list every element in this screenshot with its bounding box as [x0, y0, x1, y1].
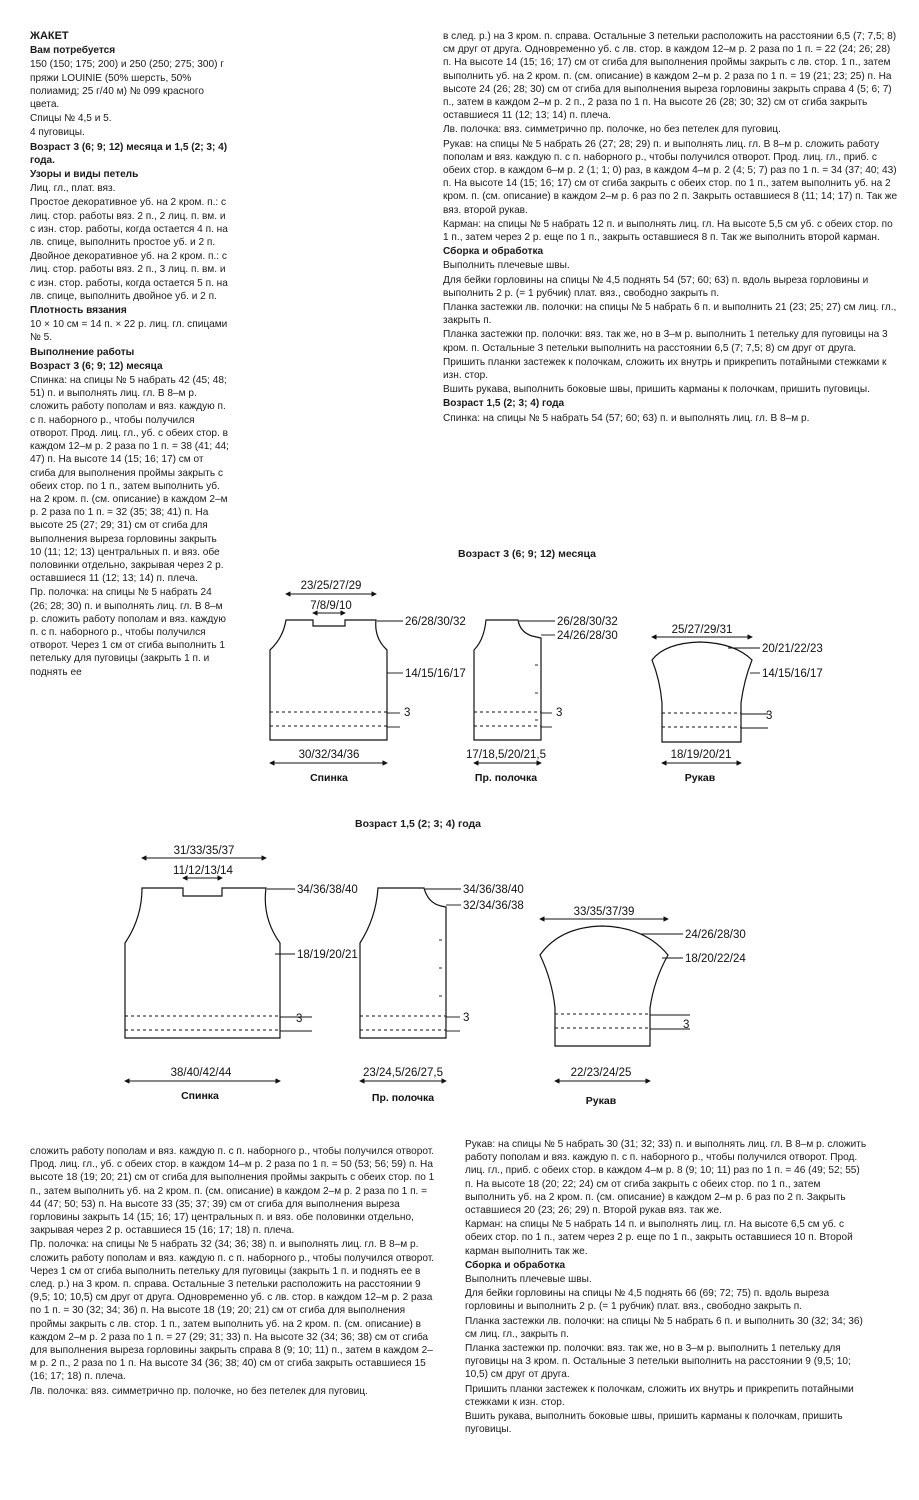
instruction-paragraph: Лв. полочка: вяз. симметрично пр. полочке, но без петелек для пуговиц.	[443, 124, 781, 136]
bottom-right-blocks	[465, 1138, 870, 1436]
small-size-diagram-title: Возраст 3 (6; 9; 12) месяца	[458, 548, 596, 560]
instruction-paragraph: сложить работу пополам и вяз. каждую п. с п. наборного р., чтобы получился отворот. Прод. лиц. гл., уб. с обеих стор. в каждом 14–м р. 2 раза по 1 п. = 50 (53; 56; 59) п. На высоте 18 (19; 20; 21) см от сгиба для выполнения проймы закрыть с обеих стор. по 1 п., затем выполнить уб. на 2 кром. п. (см. описание) в каждом 2–м р. 2 раза по 1 п. = 44 (47; 50; 53) п. На высоте 33 (35; 37; 39) см от сгиба для выполнения выреза горловины закрыть 14 (15; 16; 17) центральных п. и вяз. обе половинки отдельно, закрывая через 2 р. оставшиеся 15 (16; 17; 18) п. плеча.	[30, 1146, 435, 1237]
small-front-caption: Пр. полочка	[474, 772, 538, 784]
instruction-paragraph: 10 × 10 см = 14 п. × 22 р. лиц. гл. спицами № 5.	[30, 319, 228, 344]
large-front-schematic	[360, 884, 524, 1104]
small-front-bottom-width: 17/18,5/20/21,5	[466, 749, 546, 761]
instruction-paragraph: Спинка: на спицы № 5 набрать 54 (57; 60; 63) п. и выполнять лиц. гл. В 8–м р.	[443, 412, 810, 424]
instruction-paragraph: Планка застежки пр. полочки: вяз. так же, но в 3–м р. выполнить 1 петельку для пуговицы на 3 кром. п. Остальные 3 петельки выполнить на расстоянии 9 (9,5; 10; 10,5) см друг от друга.	[465, 1343, 851, 1381]
large-back-top-width: 31/33/35/37	[173, 845, 235, 857]
instruction-paragraph: Рукав: на спицы № 5 набрать 30 (31; 32; 33) п. и выполнять лиц. гл. В 8–м р. сложить работу пополам и вяз. каждую п. с п. наборного р., чтобы получился отворот. Прод. лиц. гл., приб. с обеих стор. в каждом 4–м р. 8 (9; 10; 11) раз по 1 п. = 46 (49; 52; 55) п. На высоте 18 (20; 22; 24) см от сгиба закрыть с обеих стор. по 1 п., затем выполнить уб. на 2 кром. п. (см. описание) в каждом 2–м р. 6 раз по 2 п. Закрыть оставшиеся 20 (23; 26; 29) п. Второй рукав вяз. так же.	[465, 1139, 867, 1217]
instruction-paragraph: Рукав: на спицы № 5 набрать 26 (27; 28; 29) п. и выполнять лиц. гл. В 8–м р. сложить работу пополам и вяз. каждую п. с п. наборного р., чтобы получился отворот. Прод. лиц. гл., приб. с обеих стор. в каждом 6–м р. 2 (1; 1; 0) раз, в каждом 4–м р. 2 (4; 5; 7) раз по 1 п. = 34 (37; 40; 43) п. На высоте 14 (15; 16; 17) см от сгиба закрыть с обеих стор. по 1 п., затем выполнить уб. на 2 кром. п. (см. описание) в каждом 2–м р. 6 раз по 2 п. Закрыть оставшиеся 8 (11; 14; 17) п. Так же вяз. второй рукав.	[443, 138, 898, 216]
instruction-paragraph: в след. р.) на 3 кром. п. справа. Остальные 3 петельки расположить на расстоянии 6,5 (7; 7,5; 8) см друг от друга. Одновременно уб. с лв. стор. в каждом 12–м р. 2 раза по 1 п. = 22 (24; 26; 28) п. На высоте 14 (15; 16; 17) см от сгиба для выполнения проймы закрыть с лв. стор. 1 п., затем выполнить уб. на 2 кром. п. (см. описание) в каждом 2–м р. 2 раза по 1 п. = 19 (21; 23; 25) п. На высоте 24 (26; 28; 30) см от сгиба для выполнения выреза горловины закрыть справа 4 (5; 6; 7) п., затем в каждом 2–м р. 2 п., 2 раза по 1 п. На высоте 26 (28; 30; 32) см от сгиба закрыть оставшиеся 11 (12; 13; 14) п. плеча.	[443, 31, 897, 122]
section-heading: Плотность вязания	[30, 305, 127, 317]
instruction-paragraph: Для бейки горловины на спицы № 4,5 поднять 54 (57; 60; 63) п. вдоль выреза горловины и выполнить 2 р. (= 1 рубчик) плат. вяз., свободно закрыть п.	[443, 274, 869, 299]
large-sleeve-arm-height: 18/20/22/24	[685, 953, 746, 965]
large-back-caption: Спинка	[181, 1090, 219, 1102]
small-back-caption: Спинка	[310, 772, 348, 784]
small-front-schematic	[466, 616, 618, 784]
small-back-hem: 3	[404, 707, 411, 719]
large-front-height: 34/36/38/40	[463, 884, 524, 896]
small-sleeve-bottom-width: 18/19/20/21	[670, 749, 732, 761]
small-back-height: 26/28/30/32	[405, 616, 466, 628]
small-sleeve-hem: 3	[766, 710, 773, 722]
instruction-paragraph: Выполнить плечевые швы.	[443, 260, 570, 272]
instruction-paragraph: Лиц. гл., плат. вяз.	[30, 183, 116, 195]
bottom-left-column	[30, 1145, 435, 1399]
instruction-paragraph: 4 пуговицы.	[30, 127, 85, 139]
large-back-bottom-width: 38/40/42/44	[170, 1067, 232, 1079]
instruction-paragraph: Лв. полочка: вяз. симметрично пр. полочке, но без петелек для пуговиц.	[30, 1385, 368, 1397]
bottom-right-column	[465, 1138, 870, 1437]
instruction-paragraph: Вшить рукава, выполнить боковые швы, пришить карманы к полочкам, пришить пуговицы.	[443, 384, 870, 396]
large-sleeve-hem: 3	[683, 1019, 690, 1031]
small-back-schematic	[270, 580, 466, 784]
large-back-armhole-height: 18/19/20/21	[297, 949, 358, 961]
instruction-paragraph: Выполнить плечевые швы.	[465, 1274, 592, 1286]
instruction-paragraph: Простое декоративное уб. на 2 кром. п.: с лиц. стор. работы вяз. 2 п., 2 лиц. п. вм. и с изн. стор. работы, когда остается 4 п. на лв. спице, выполнить простое уб. и 2 п.	[30, 197, 228, 249]
section-heading: Узоры и виды петель	[30, 169, 139, 181]
large-back-height: 34/36/38/40	[297, 884, 358, 896]
small-back-top-width: 23/25/27/29	[300, 580, 362, 592]
large-front-neck-height: 32/34/36/38	[463, 900, 524, 912]
small-sleeve-arm-height: 14/15/16/17	[762, 668, 823, 680]
small-front-neck-height: 24/26/28/30	[557, 630, 618, 642]
section-heading: Возраст 1,5 (2; 3; 4) года	[443, 398, 565, 410]
large-sleeve-top-width: 33/35/37/39	[573, 906, 635, 918]
large-sleeve-cap-height: 24/26/28/30	[685, 929, 746, 941]
instruction-paragraph: Планка застежки лв. полочки: на спицы № 5 набрать 6 п. и выполнить 30 (32; 34; 36) см лиц. гл., закрыть п.	[465, 1315, 863, 1340]
small-front-hem: 3	[556, 707, 563, 719]
section-heading: Выполнение работы	[30, 346, 135, 358]
instruction-paragraph: Карман: на спицы № 5 набрать 12 п. и выполнять лиц. гл. На высоте 5,5 см уб. с обеих стор. по 1 п., затем через 2 р. еще по 1 п., закрыть оставшиеся 8 п. Так же выполнить второй карман.	[443, 218, 893, 244]
small-front-height: 26/28/30/32	[557, 616, 618, 628]
instruction-paragraph: Пришить планки застежек к полочкам, сложить их внутрь и прикрепить потайными стежками к изн. стор.	[465, 1383, 854, 1408]
large-front-hem: 3	[463, 1012, 470, 1024]
instruction-paragraph: Пр. полочка: на спицы № 5 набрать 24 (26; 28; 30) п. и выполнять лиц. гл. В 8–м р. сложить работу пополам и вяз. каждую п. с п. наборного р., чтобы получился отворот. Через 1 см от сгиба выполнить 1 петельку для пуговицы (закрыть 1 п. и поднять ее	[30, 587, 226, 678]
instruction-paragraph: Планка застежки лв. полочки: на спицы № 5 набрать 6 п. и выполнить 21 (23; 25; 27) см лиц. гл., закрыть п.	[443, 302, 897, 327]
large-back-neck-width: 11/12/13/14	[173, 865, 233, 877]
large-sleeve-schematic	[540, 906, 746, 1107]
instruction-paragraph: 150 (150; 175; 200) и 250 (250; 275; 300) г пряжи LOUINIE (50% шерсть, 50% полиамид; 25 г/40 м) № 099 красного цвета.	[30, 59, 224, 111]
instruction-paragraph: Пришить планки застежек к полочкам, сложить их внутрь и прикрепить потайными стежками к изн. стор.	[443, 356, 887, 382]
instruction-paragraph: Для бейки горловины на спицы № 4,5 поднять 66 (69; 72; 75) п. вдоль выреза горловины и выполнить 2 р. (= 1 рубчик) плат. вяз., свободно закрыть п.	[465, 1288, 830, 1313]
large-back-hem: 3	[296, 1013, 303, 1025]
small-sleeve-caption: Рукав	[684, 772, 716, 784]
large-front-bottom-width: 23/24,5/26/27,5	[363, 1067, 443, 1079]
section-heading: Возраст 3 (6; 9; 12) месяца и 1,5 (2; 3; 4) года.	[30, 141, 228, 166]
pattern-title: ЖАКЕТ	[30, 30, 69, 42]
large-back-schematic	[125, 845, 358, 1102]
instruction-paragraph: Планка застежки пр. полочки: вяз. так же, но в 3–м р. выполнить 1 петельку для пуговицы на 3 кром. п. Остальные 3 петельки выполнить на расстоянии 6,5 (7; 7,5; 8) см друг от друга.	[443, 329, 888, 354]
instruction-paragraph: Пр. полочка: на спицы № 5 набрать 32 (34; 36; 38) п. и выполнять лиц. гл. В 8–м р. сложить работу пополам и вяз. каждую п. с п. наборного р., чтобы получился отворот. Через 1 см от сгиба выполнить петельку для пуговицы (закрыть 1 п. и поднять ее в след. р.) на 3 кром. п. справа. Остальные 3 петельки расположить на расстоянии 9 (9,5; 10; 10,5) см друг от друга. Одновременно уб. с лв. стор. в каждом 12–м р. 2 раза по 1 п. = 30 (32; 34; 36) п. На высоте 18 (19; 20; 21) см от сгиба для выполнения проймы закрыть с лв. стор. 1 п., затем выполнить уб. на 2 кром. п. (см. описание) в каждом 2–м р. 2 раза по 1 п. = 27 (29; 31; 33) п. На высоте 32 (34; 36; 38) см от сгиба для выполнения выреза горловины закрыть справа 8 (9; 10; 11) п., затем в каждом 2–м р. 2 п., 2 раза по 1 п. На высоте 34 (36; 38; 40) см от сгиба закрыть оставшиеся 15 (16; 17; 18) п. плеча.	[30, 1239, 435, 1383]
small-back-armhole-height: 14/15/16/17	[405, 668, 466, 680]
small-sleeve-cap-height: 20/21/22/23	[762, 643, 823, 655]
instruction-paragraph: Спинка: на спицы № 5 набрать 42 (45; 48; 51) п. и выполнять лиц. гл. В 8–м р. сложить работу пополам и вяз. каждую п. с п. наборного р., чтобы получился отворот. Прод. лиц. гл., уб. с обеих стор. в каждом 12–м р. 2 раза по 1 п. = 38 (41; 44; 47) п. На высоте 14 (15; 16; 17) см от сгиба для выполнения проймы закрыть с обеих стор. по 1 п., затем выполнить уб. на 2 кром. п. (см. описание) в каждом 2–м р. 2 раза по 1 п. = 32 (35; 38; 41) п. На высоте 25 (27; 29; 31) см от сгиба для выполнения выреза горловины закрыть 10 (11; 12; 13) центральных п. и вяз. обе половинки отдельно, закрывая через 2 р. оставшиеся 11 (12; 13; 14) п. плеча.	[30, 375, 229, 585]
small-sleeve-schematic	[652, 624, 823, 784]
small-back-bottom-width: 30/32/34/36	[298, 749, 360, 761]
instruction-paragraph: Карман: на спицы № 5 набрать 14 п. и выполнять лиц. гл. На высоте 6,5 см уб. с обеих стор. по 1 п., затем через 2 р. еще по 1 п., закрыть оставшиеся 10 п. Второй карман выполнить так же.	[465, 1219, 853, 1257]
instruction-paragraph: Спицы № 4,5 и 5.	[30, 113, 112, 125]
section-heading: Возраст 3 (6; 9; 12) месяца	[30, 360, 163, 372]
large-front-caption: Пр. полочка	[371, 1092, 435, 1104]
section-heading: Сборка и обработка	[465, 1259, 566, 1271]
instruction-paragraph: Вшить рукава, выполнить боковые швы, пришить карманы к полочкам, пришить пуговицы.	[465, 1411, 843, 1436]
large-size-diagram-title: Возраст 1,5 (2; 3; 4) года	[355, 818, 482, 830]
section-heading: Вам потребуется	[30, 45, 116, 57]
small-sleeve-top-width: 25/27/29/31	[671, 624, 733, 636]
instruction-paragraph: Двойное декоративное уб. на 2 кром. п.: с лиц. стор. работы вяз. 2 п., 3 лиц. п. вм. и с изн. стор. работы, когда остается 5 п. на лв. спице, выполнить двойное уб. и 2 п.	[30, 251, 228, 302]
large-sleeve-caption: Рукав	[585, 1095, 617, 1107]
bottom-left-blocks	[30, 1145, 435, 1398]
section-heading: Сборка и обработка	[443, 246, 544, 258]
small-back-neck-width: 7/8/9/10	[310, 600, 352, 612]
large-sleeve-bottom-width: 22/23/24/25	[570, 1067, 632, 1079]
